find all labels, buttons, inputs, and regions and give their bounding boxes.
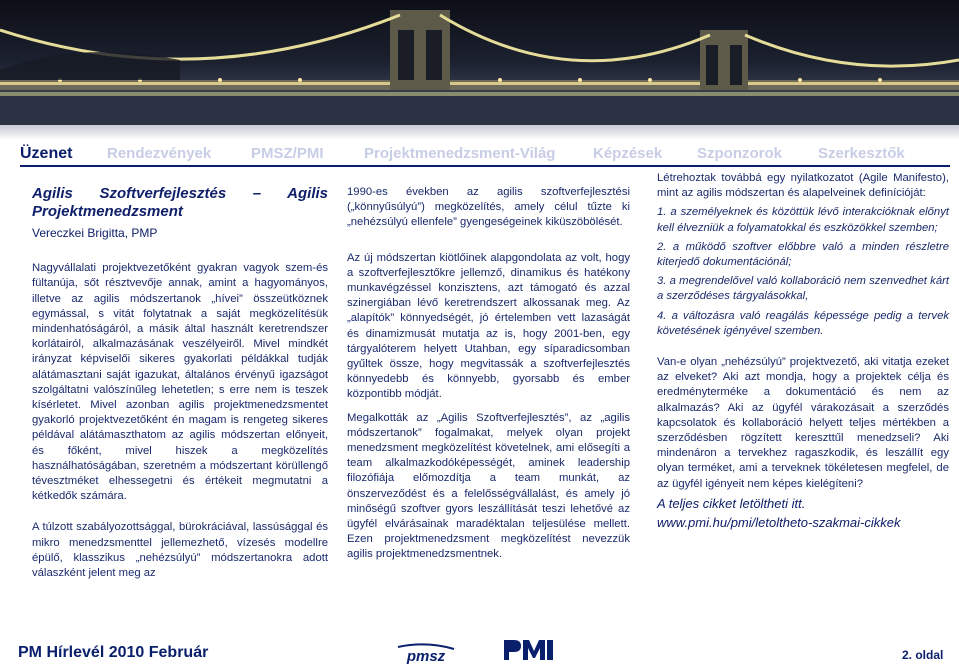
download-url-link[interactable]: www.pmi.hu/pmi/letoltheto-szakmai-cikkek	[657, 515, 901, 531]
manifesto-item-1: 1. a személyeknek és közöttük lévő interakcióknak előnyt kell élvezniük a folyamatokkal és eszközökkel szemben;	[657, 206, 949, 234]
manifesto-item-2: 2. a működő szoftver előbbre való a minden részletre kiterjedő dokumentációnál;	[657, 240, 949, 269]
manifesto-intro: Létrehoztak továbbá egy nyilatkozatot (Agile Manifesto), mint az agilis módszertan és alapelveinek definícióját:	[657, 172, 949, 200]
nav-tab-szerkesztok[interactable]: Szerkesztők	[818, 145, 905, 162]
pmsz-logo	[392, 643, 460, 665]
article-author: Vereczkei Brigitta, PMP	[32, 226, 158, 240]
header-banner-image	[0, 0, 959, 140]
top-navigation	[0, 143, 959, 167]
nav-divider	[20, 165, 950, 167]
nav-tab-uzenet[interactable]: Üzenet	[20, 145, 73, 162]
column2-paragraph-1: 1990-es években az agilis szoftverfejlesztési („könnyűsúlyú”) megközelítés, amely célul tűzte ki „nehézsúlyú ellenfele” gyengeségeinek kiküszöbölését.	[347, 186, 630, 229]
nav-tab-kepzesek[interactable]: Képzések	[593, 145, 663, 162]
nav-tab-pmsz-pmi[interactable]: PMSZ/PMI	[251, 145, 324, 162]
column2-paragraph-3: Megalkották az „Agilis Szoftverfejlesztés”, az „agilis módszertanok” fogalmakat, melyek olyan projekt menedzsment megközelítést követelnek, ami elősegíti a team alkalmazkodóképességét, aminek leadership filozófiája előmozdítja a team munkát, az önszerveződést és a felelősségvállalást, és amely jó minőségű szoftver gyors leszállítását teszi lehetővé az ügyfél elvárásainak maradéktalan teljesülése mellett. Ezen projektmenedzsment megközelítést nevezzük agilis projektmenedzsmentnek.	[347, 411, 630, 561]
column1-paragraph-1: Nagyvállalati projektvezetőként gyakran vagyok szem-és fültanúja, sőt résztvevője annak, amint a hagyományos, illetve az agilis módszertanok „hívei” összeütköznek egymással, s vitát folytatnak a saját megközelítésük mindenhatóságáról, a másik által használt keretrendszer korlátairól, alkalmazásának veszélyeiről. Mivel mindkét irányzat képviselői sikeres gyakorlati példákkal tudják alátámasztani saját igazukat, általános érvényű igazságot szolgáltatni valószínűleg lehetetlen; s erre nem is teszek kísérletet. Mivel azonban agilis projektmenedzsmentet gyakorló projektvezetőként én magam is rengeteg sikeres példával alátámaszthatom az agilis módszertan előnyeit, és főként, mivel hiszek a megközelítés használhatóságában, szeretném a módszertant körüllengő tévesztméket elhessegetni és értékeit megmutatni a kétkedők számára.	[32, 262, 328, 503]
footer-newsletter-title: PM Hírlevél 2010 Február	[18, 644, 209, 661]
nav-tab-projektmenedzsment-vilag[interactable]: Projektmenedzsment-Világ	[364, 145, 556, 162]
footer-page-number: 2. oldal	[902, 648, 944, 662]
download-article-link[interactable]: A teljes cikket letöltheti itt.	[657, 495, 806, 511]
article-column-1	[32, 185, 328, 581]
manifesto-item-4: 4. a változásra való reagálás képessége pedig a tervek követésének igényével szemben.	[657, 309, 949, 337]
svg-text:pmsz: pmsz	[406, 648, 446, 665]
article-column-3	[657, 171, 949, 530]
column3-paragraph-2: Van-e olyan „nehézsúlyú” projektvezető, aki vitatja ezeket az elveket? Aki azt mondja, hogy a projektek célja és eredményterméke a dokumentáció és nem az alkalmazás? Aki az ügyfél várakozásait a szerződés kapcsolatok és kollaboráció helyett teljes mértékben a szerződésben rögzített kereszttűl menedzseli? Aki mindenáron a tervekhez ragaszkodik, és leszállít egy olyan terméket, ami a terveknek tökéletesen megfelel, de az ügyfél igényeit nem képes kielégíteni?	[657, 356, 949, 490]
article-column-2	[347, 185, 630, 563]
nav-tab-szponzorok[interactable]: Szponzorok	[697, 145, 782, 162]
nav-tab-rendezvenyek[interactable]: Rendezvények	[107, 145, 212, 162]
article-title: Agilis Szoftverfejlesztés – Agilis Projektmenedzsment	[32, 185, 328, 220]
manifesto-item-3: 3. a megrendelővel való kollaboráció nem szenvedhet kárt a szerződéses tárgyalásokkal,	[657, 275, 949, 303]
pmi-logo	[502, 636, 557, 662]
column2-paragraph-2: Az új módszertan kiötlőinek alapgondolata az volt, hogy a szoftverfejlesztőkre jellemző, dinamikus és hatékony munkavégzéssel konzisztens, azt támogató és azzal szinergiában lévő keretrendszert alkossanak meg. Az „alapítók” könnyedségét, jó értelemben vett lazaságát és dinamizmusát mutatja az is, hogy 2001-ben, egy tárgyalóterem helyett Utahban, egy síparadicsomban gyűltek össze, hogy megvitassák a szoftverfejlesztés könnyedebb és könnyebb, gyorsabb és ember központibb módját.	[347, 251, 630, 401]
column1-paragraph-2: A túlzott szabályozottsággal, bürokráciával, lassúsággal és mikro menedzsmenttel jellemezhető, vízesés modellre épülő, klasszikus „nehézsúlyú” módszertanokra adott válaszként jelent meg az	[32, 521, 328, 580]
